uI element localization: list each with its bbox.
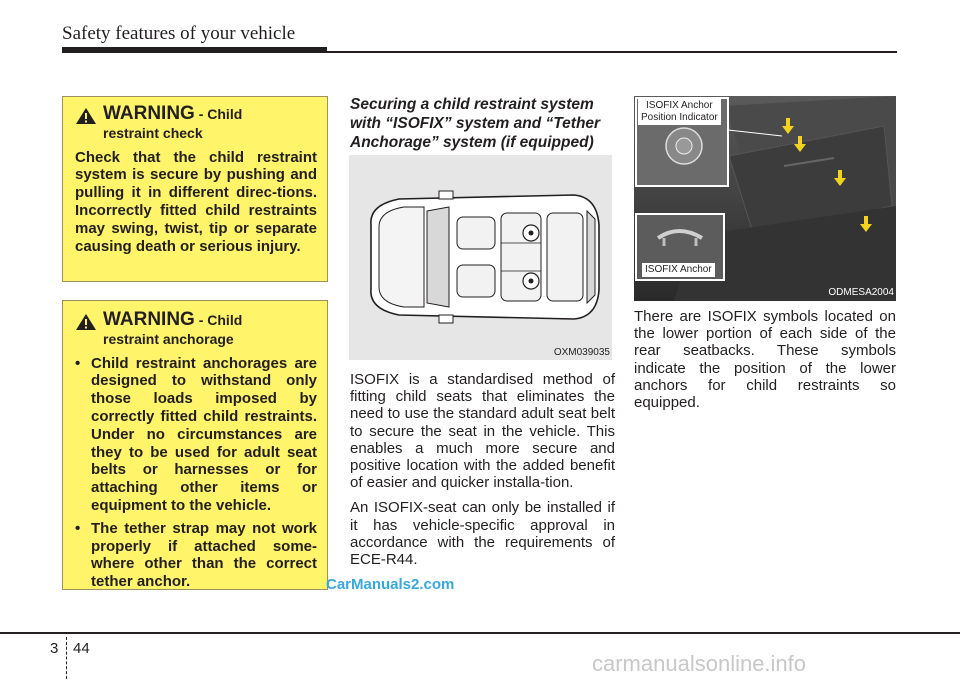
paragraph: ISOFIX is a standardised method of fitting child seats that eliminates the need to use the standard adult seat belt to secure the seat in the vehicle. This enables a much more secure and positive location with the added benefit of easier and quicker installa-tion. [350, 371, 615, 492]
warning-body: Check that the child restraint system is secure by pushing and pulling it in different direc-tions. Incorrectly fitted child restraints may swing, twist, tip or separate causing death or serious injury. [75, 148, 317, 255]
warning-box-restraint-check [62, 96, 328, 282]
warning-word: WARNING [103, 103, 195, 124]
warning-subtitle: - Child [194, 312, 243, 328]
bullet-dot-icon: • [75, 354, 81, 372]
figure-code: OXM039035 [553, 347, 610, 358]
warning-subtitle-line2: restraint check [103, 124, 203, 141]
warning-heading [75, 105, 317, 143]
warning-bullet [75, 355, 317, 515]
isofix-anchor-label: ISOFIX Anchor [642, 263, 715, 277]
footer-page-number: 44 [73, 640, 90, 657]
label-line: Position Indicator [641, 112, 718, 123]
section-heading: Securing a child restraint system with “ISOFIX” system and “Tether Anchorage” system (if equipped) [350, 96, 601, 151]
photo-code: ODMESA2004 [828, 287, 894, 298]
isofix-anchor-photo [634, 96, 896, 301]
watermark-text: CarManuals2.com [326, 576, 455, 593]
footer-divider [66, 637, 67, 679]
warning-subtitle: - Child [194, 106, 243, 122]
section-body [350, 371, 615, 576]
bullet-text: The tether strap may not work properly if attached some-where other than the correct tether anchor. [91, 519, 317, 591]
footer-section-number: 3 [50, 640, 59, 657]
footer-rule [0, 632, 960, 634]
paragraph: An ISOFIX-seat can only be installed if it has vehicle-specific approval in accordance with the requirements of ECE-R44. [350, 499, 615, 569]
warning-bullet [75, 520, 317, 591]
header-rule [327, 51, 897, 53]
isofix-symbol-paragraph: There are ISOFIX symbols located on the lower portion of each side of the rear seatbacks. These symbols indicate the position of the lower anchors for child restraints so equipped. [634, 308, 896, 412]
warning-bullets [75, 355, 317, 591]
car-top-view-figure [349, 155, 612, 360]
label-line: ISOFIX Anchor [646, 100, 713, 111]
car-top-view-illustration [349, 155, 612, 360]
isofix-indicator-label [638, 99, 721, 125]
footer-site-watermark: carmanualsonline.info [592, 651, 807, 676]
warning-triangle-icon [75, 107, 97, 125]
warning-word: WARNING [103, 309, 195, 330]
warning-heading [75, 311, 317, 349]
bullet-text: Child restraint anchorages are designed to withstand only those loads imposed by correctly fitted child restraints. Under no circumstances are they to be used for adult seat belts or harnesses or for attaching other items or equipment to the vehicle. [91, 354, 317, 514]
header-bar [62, 47, 327, 53]
warning-box-restraint-anchorage [62, 300, 328, 590]
warning-subtitle-line2: restraint anchorage [103, 330, 234, 347]
warning-triangle-icon [75, 313, 97, 331]
bullet-dot-icon: • [75, 519, 81, 537]
page-header-title: Safety features of your vehicle [62, 23, 296, 44]
